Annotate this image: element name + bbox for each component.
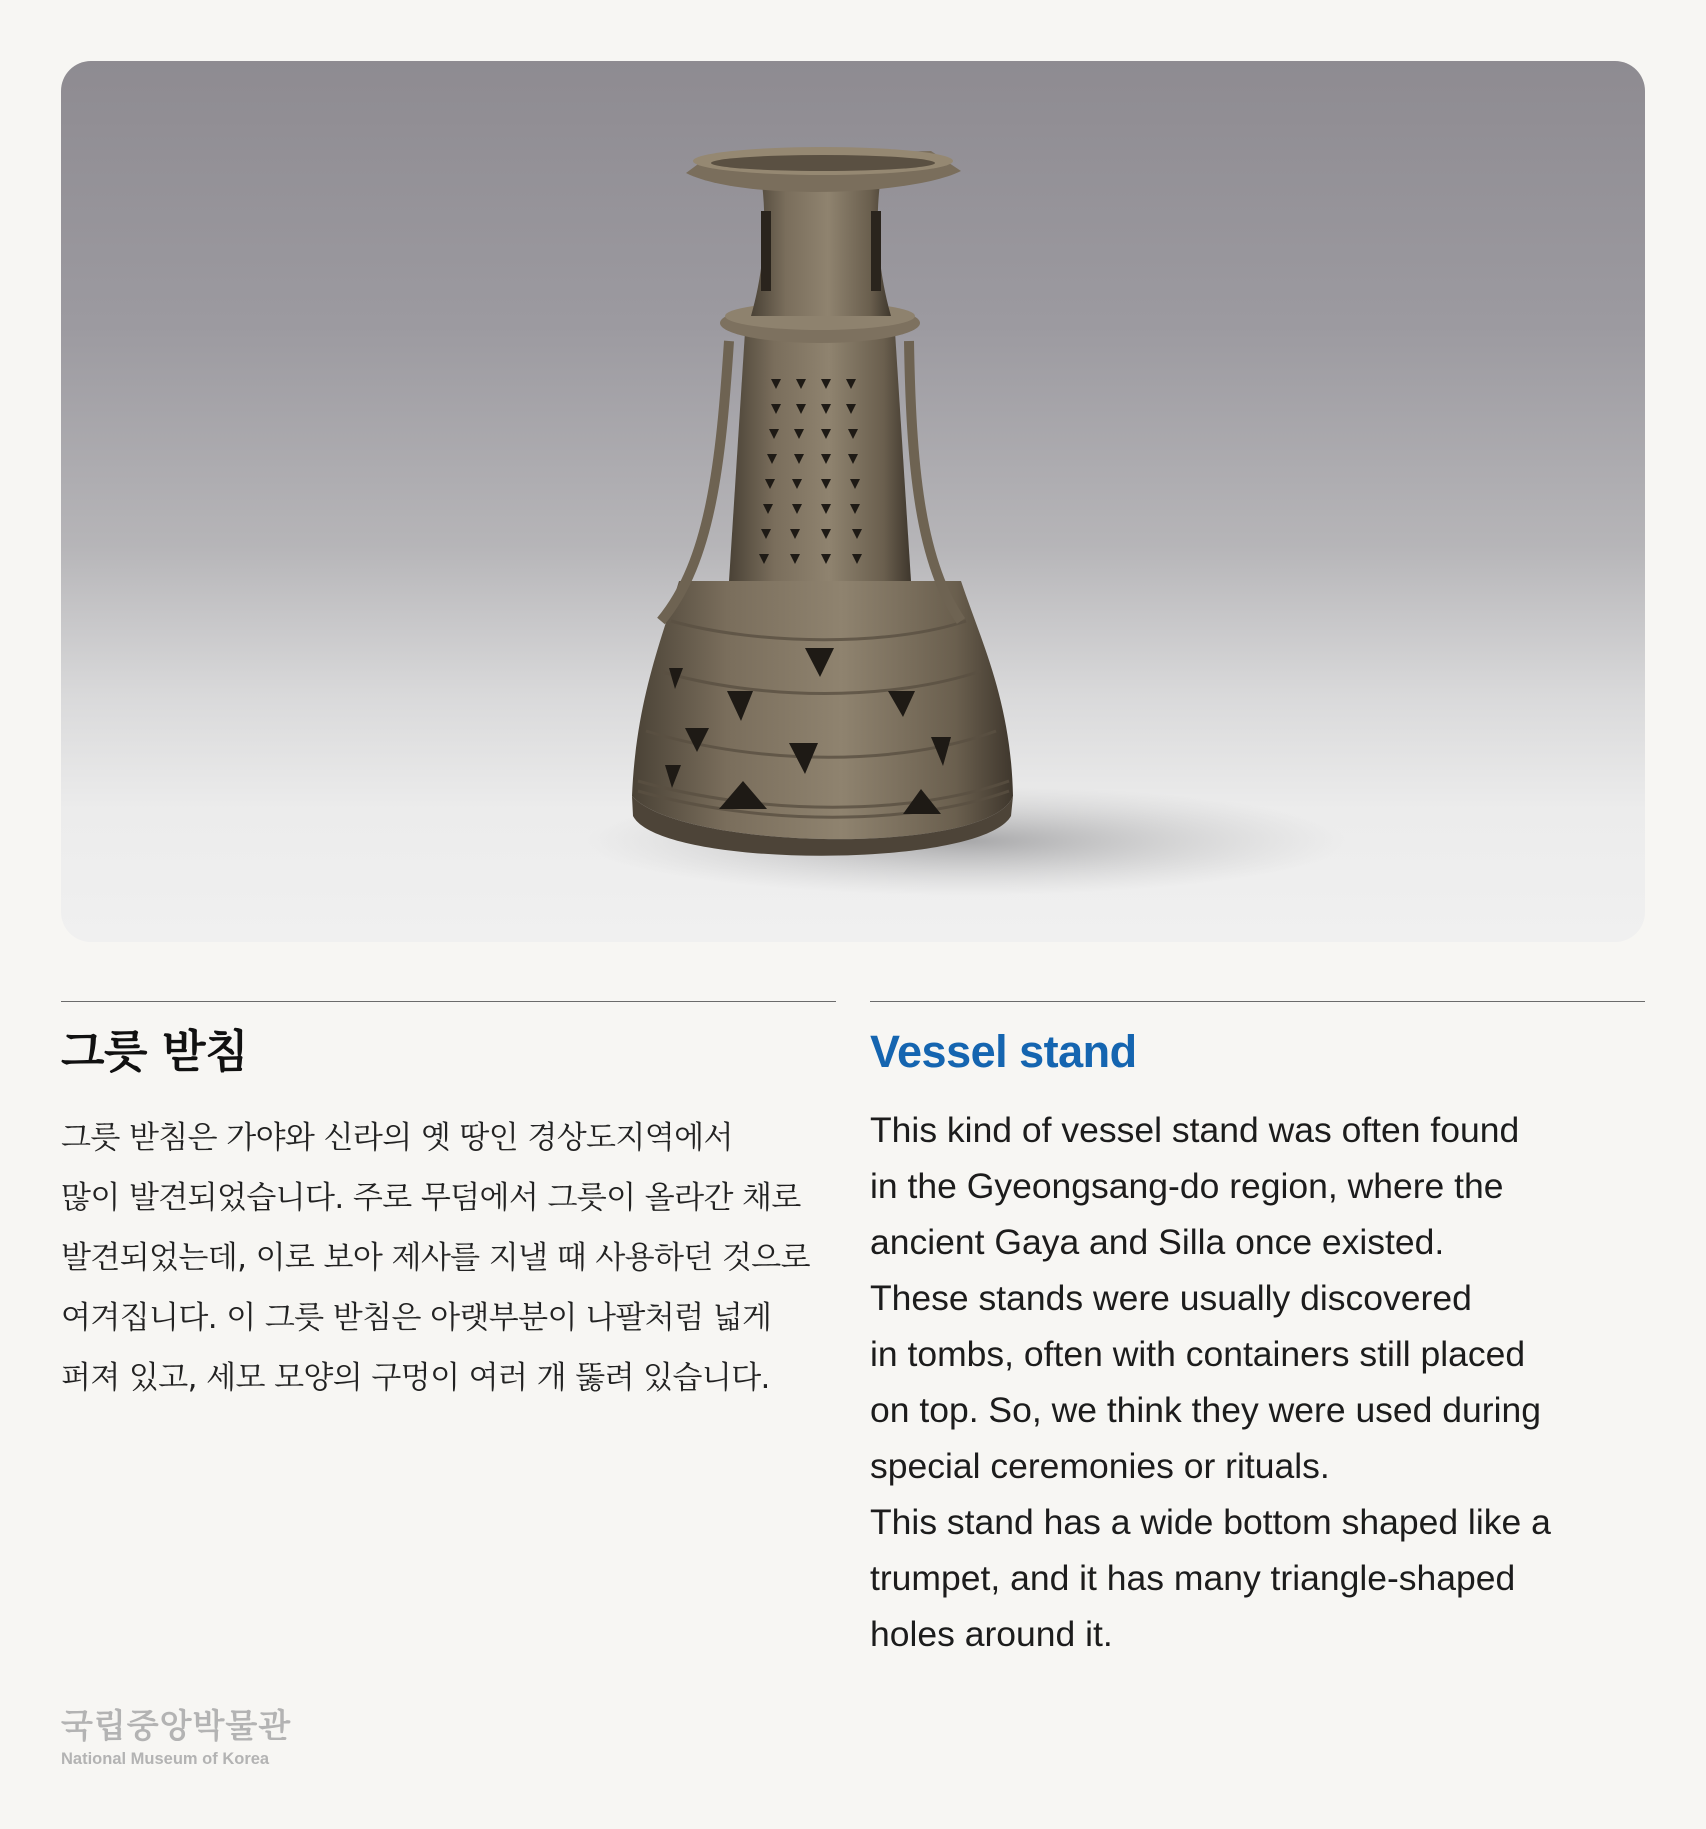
vessel-stand-image bbox=[61, 61, 1645, 942]
logo-name-korean: 국립중앙박물관 bbox=[61, 1706, 292, 1745]
korean-description bbox=[61, 1001, 836, 1408]
title-english: Vessel stand bbox=[870, 1026, 1137, 1077]
description-english: This kind of vessel stand was often found in the Gyeongsang-do region, where the ancient Gaya and Silla once existed. These stands were usually discovered in tombs, often with containers still placed on top. So, we think they were used during special ceremonies or rituals. This stand has a wide bottom shaped like a trumpet, and it has many triangle-shaped holes around it. bbox=[870, 1110, 1551, 1654]
description-korean: 그릇 받침은 가야와 신라의 옛 땅인 경상도지역에서 많이 발견되었습니다. 주로 무덤에서 그릇이 올라간 채로 발견되었는데, 이로 보아 제사를 지낼 때 사용하던 것으로 여겨집니다. 이 그릇 받침은 아랫부분이 나팔처럼 넓게 퍼져 있고, 세모 모양의 구멍이 여러 개 뚫려 있습니다. bbox=[61, 1120, 810, 1396]
english-description bbox=[870, 1001, 1645, 1662]
museum-logo bbox=[61, 1706, 291, 1770]
title-korean: 그릇 받침 bbox=[61, 1025, 249, 1078]
logo-name-english: National Museum of Korea bbox=[61, 1750, 270, 1768]
artifact-photo bbox=[61, 61, 1645, 942]
